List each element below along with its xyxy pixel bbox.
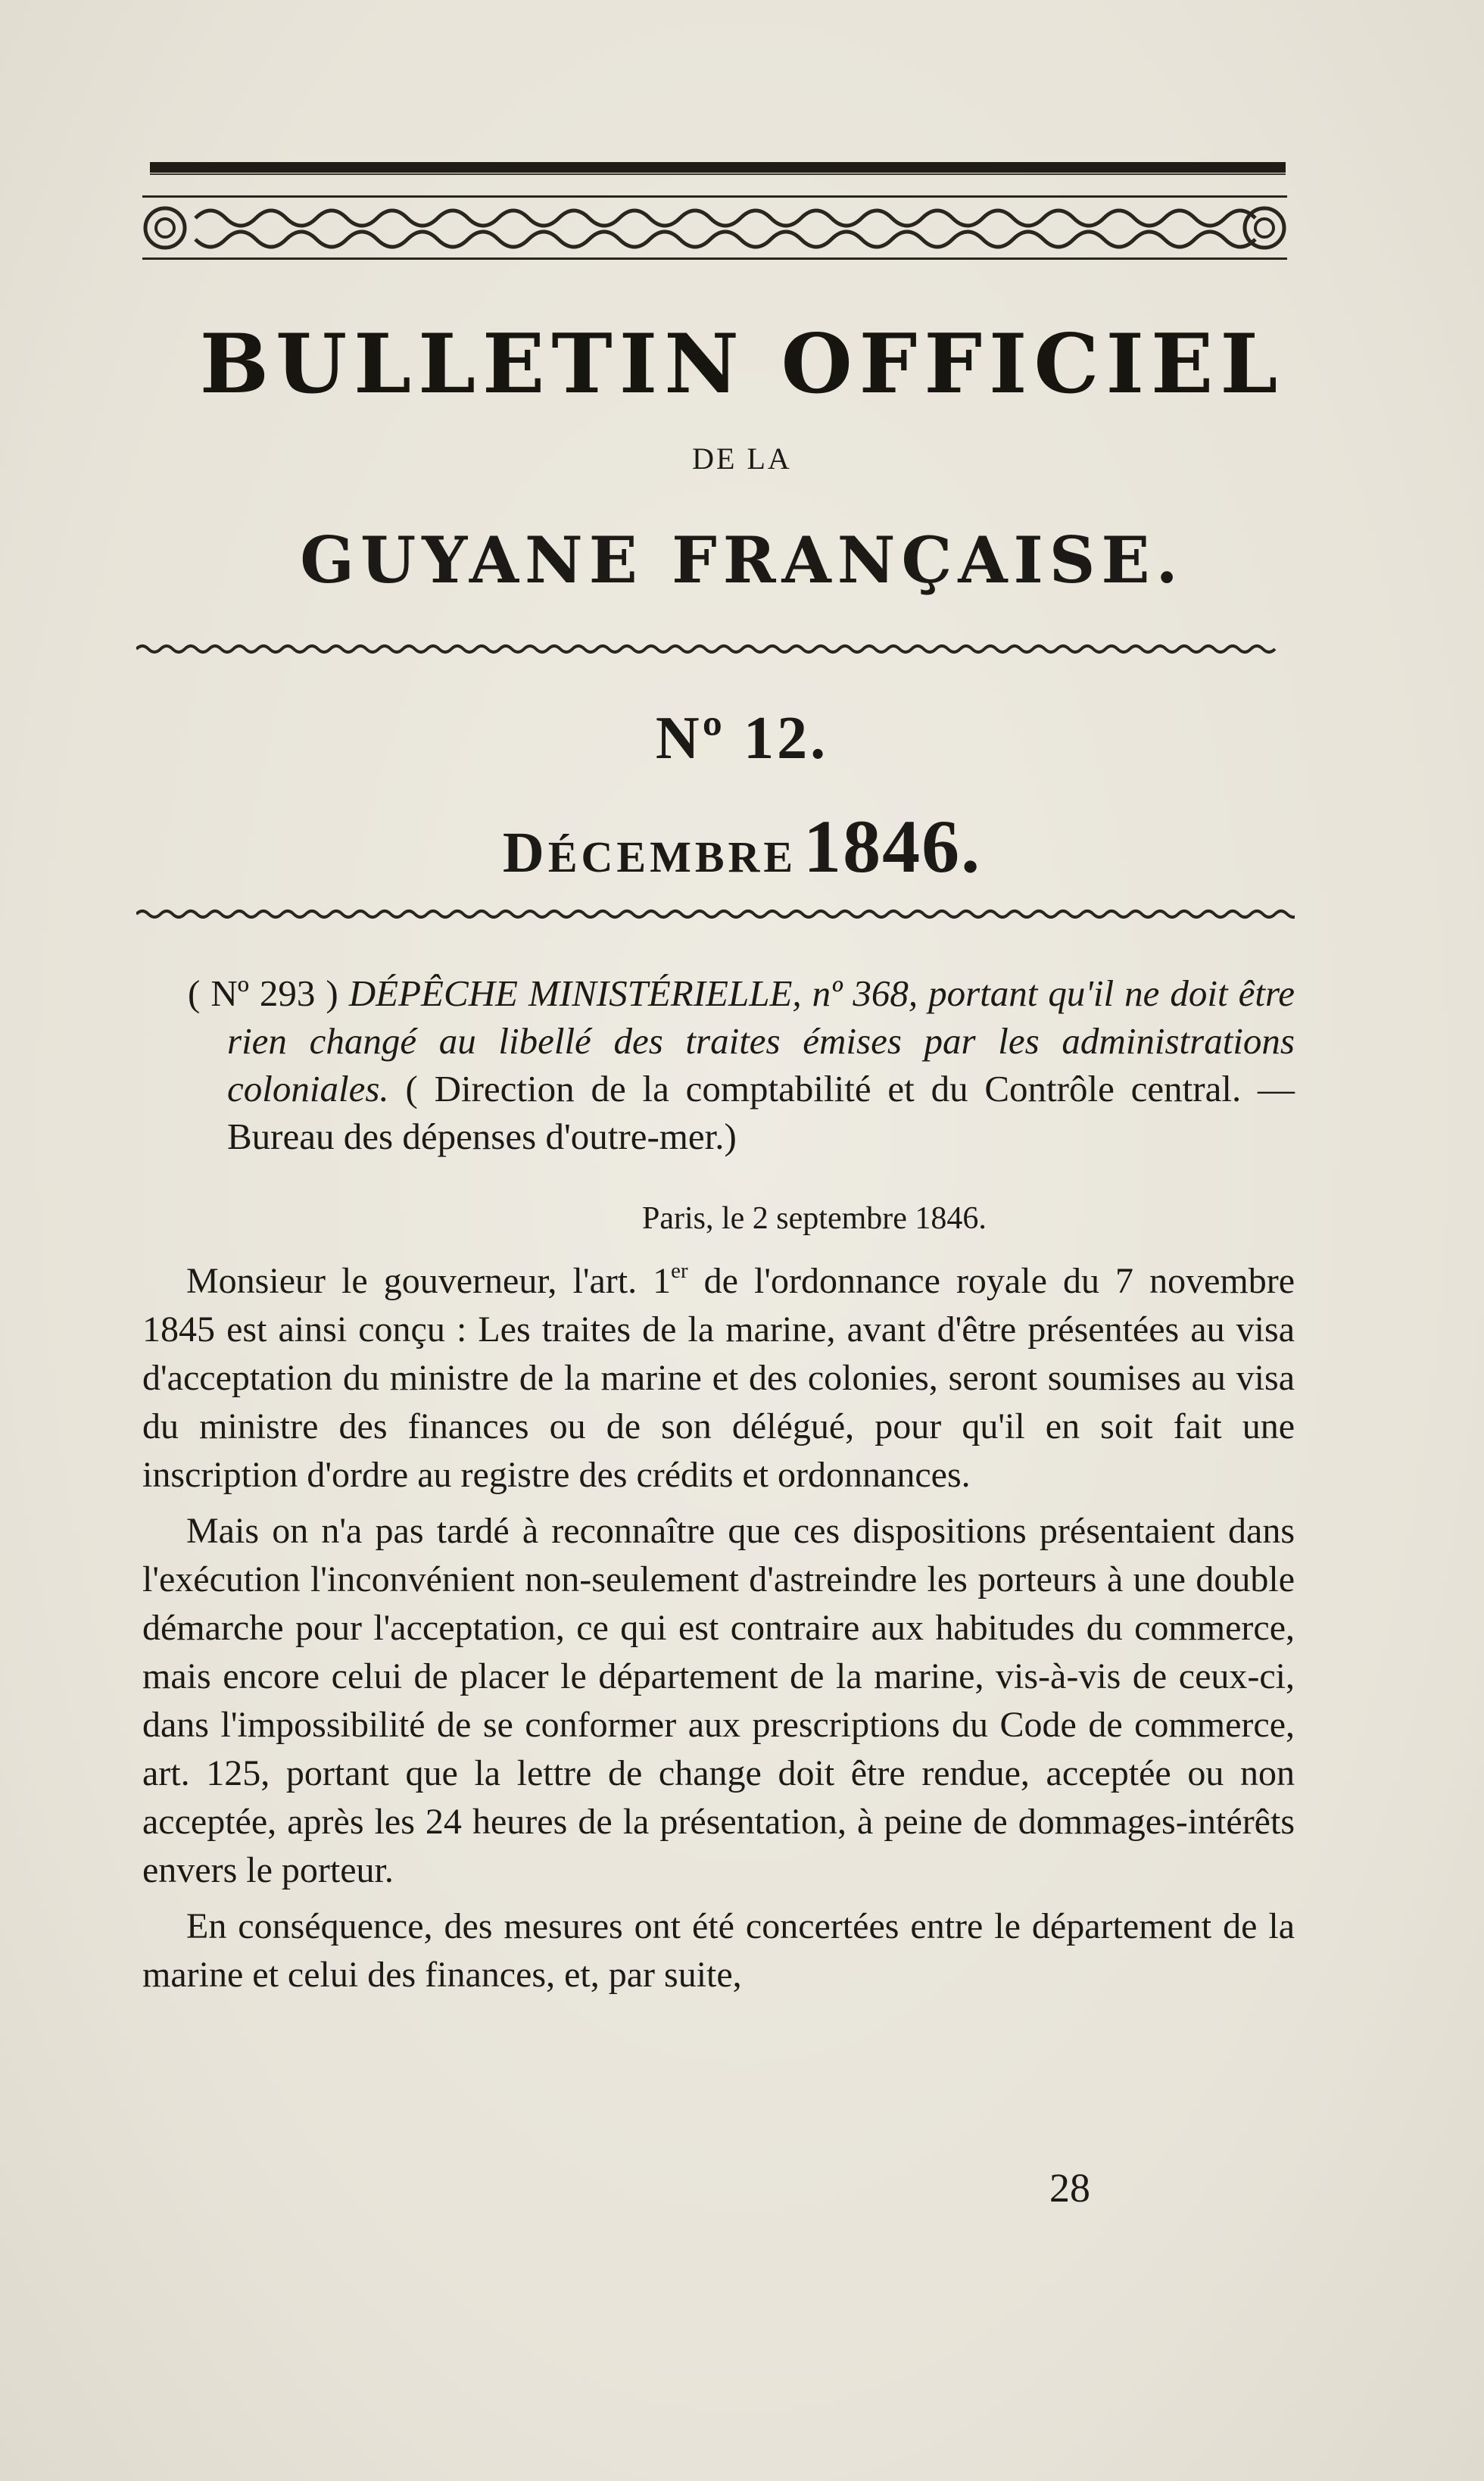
bulletin-title: BULLETIN OFFICIEL <box>199 317 1285 412</box>
article-body <box>142 1257 1295 2007</box>
article-subject: portant qu'il ne doit être rien changé au libellé des traites émises par les administrations coloniales. <box>227 972 1295 1109</box>
article-ref: ( Nº 293 ) <box>188 972 338 1014</box>
article-direction: ( Direction de la comptabilité et du Contrôle central. — Bureau des dépenses d'outre-mer.) <box>227 1068 1295 1157</box>
issue-month-initial: D <box>502 821 548 885</box>
issue-month-rest: ÉCEMBRE <box>547 832 797 882</box>
article-title: DÉPÊCHE MINISTÉRIELLE, <box>348 972 802 1014</box>
place-date: Paris, le 2 septembre 1846. <box>642 1201 987 1236</box>
bulletin-subtitle: GUYANE FRANÇAISE. <box>300 523 1184 598</box>
paragraph-2: Mais on n'a pas tardé à reconnaître que ces dispositions présentaient dans l'exécution l'inconvénient non-seulement d'astreindre les porteurs à une double démarche pour l'acceptation, ce qui est contraire aux habitudes du commerce, mais encore celui de placer le département de la marine, vis-à-vis de ceux-ci, dans l'impossibilité de se conformer aux prescriptions du Code de commerce, art. 125, portant que la lettre de change doit être rendue, acceptée ou non acceptée, après les 24 heures de la présentation, à peine de dommages-intérêts envers le porteur. <box>142 1511 1295 1890</box>
article-heading <box>188 969 1295 1160</box>
page-number: 28 <box>1049 2165 1090 2211</box>
article-ministry-number: nº 368, <box>812 972 918 1014</box>
paragraph-1-rest: de l'ordonnance royale du 7 novembre 1845 est ainsi conçu : Les traites de la marine, avant d'être présentées au visa d'acceptation du ministre de la marine et des colonies, seront soumises au visa du ministre des finances ou de son délégué, pour qu'il en soit fait une inscription d'ordre au registre des crédits et ordonnances. <box>142 1261 1295 1495</box>
issue-date <box>144 803 1340 890</box>
paragraph-1-start: Monsieur le gouverneur, l'art. 1 <box>186 1261 672 1301</box>
wavy-rule-divider-2 <box>136 906 1295 922</box>
header-rule-ornament <box>150 159 1286 177</box>
issue-number: Nº 12. <box>655 705 829 772</box>
paragraph-1 <box>142 1257 1295 1500</box>
wavy-rule-divider <box>136 641 1295 657</box>
header-floral-band-ornament <box>142 195 1287 261</box>
issue-year: 1846. <box>803 804 982 888</box>
bulletin-de-la: DE LA <box>692 442 792 476</box>
paragraph-1-superscript: er <box>671 1258 688 1283</box>
paragraph-3: En conséquence, des mesures ont été concertées entre le département de la marine et celui des finances, et, par suite, <box>142 1906 1295 1995</box>
